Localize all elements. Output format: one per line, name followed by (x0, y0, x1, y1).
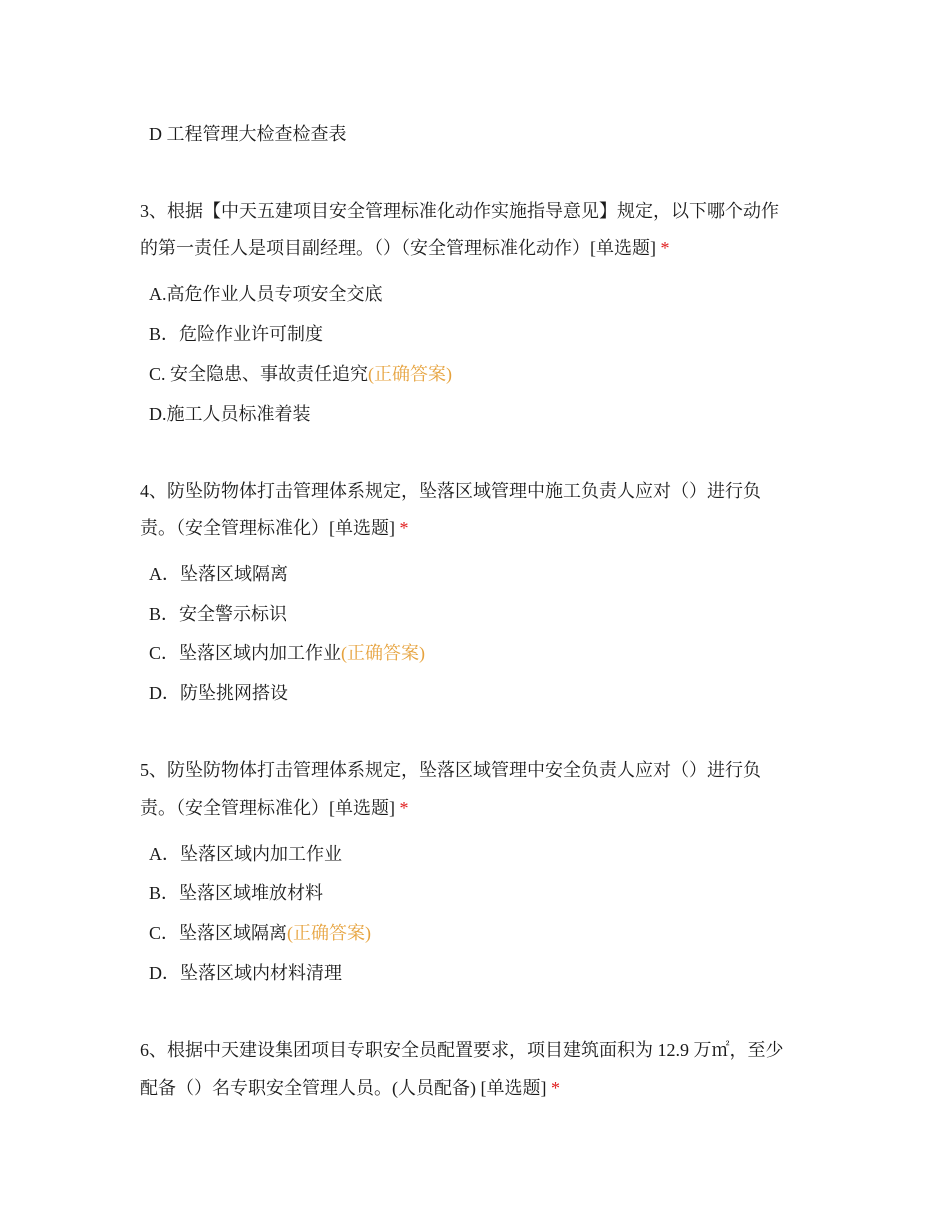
option-item (149, 122, 347, 146)
correct-answer-marker: (正确答案) (341, 643, 426, 663)
option-item (149, 961, 342, 985)
option-text: B．安全警示标识 (149, 604, 288, 624)
question-text: 4、防坠防物体打击管理体系规定，坠落区域管理中施工负责人应对（）进行负 (140, 481, 761, 501)
question-text: 责。（安全管理标准化）[单选题] * (140, 798, 409, 818)
required-marker: * (550, 1078, 560, 1098)
question-text: 责。（安全管理标准化）[单选题] * (140, 518, 409, 538)
option-text: D 工程管理大检查检查表 (149, 124, 347, 144)
option-item (149, 641, 425, 665)
question-text: 5、防坠防物体打击管理体系规定，坠落区域管理中安全负责人应对（）进行负 (140, 760, 761, 780)
question-text: 配备（）名专职安全管理人员。(人员配备) [单选题] * (140, 1078, 560, 1098)
option-text: A.高危作业人员专项安全交底 (149, 284, 383, 304)
option-item (149, 402, 311, 426)
option-text: A．坠落区域隔离 (149, 564, 288, 584)
required-marker: * (660, 238, 670, 258)
option-item (149, 322, 323, 346)
option-item (149, 362, 452, 386)
option-text: C. 安全隐患、事故责任追究 (149, 364, 369, 384)
correct-answer-marker: (正确答案) (287, 923, 372, 943)
option-text: A．坠落区域内加工作业 (149, 844, 342, 864)
option-text: D.施工人员标准着装 (149, 404, 311, 424)
question-text: 的第一责任人是项目副经理。（）（安全管理标准化动作）[单选题] * (140, 238, 670, 258)
option-item (149, 681, 288, 705)
option-item (149, 602, 287, 626)
option-text: C．坠落区域隔离 (149, 923, 288, 943)
question-text: 3、根据【中天五建项目安全管理标准化动作实施指导意见】规定，以下哪个动作 (140, 201, 779, 221)
option-text: D．坠落区域内材料清理 (149, 963, 342, 983)
option-text: B．坠落区域堆放材料 (149, 883, 324, 903)
option-item (149, 921, 371, 945)
option-text: C．坠落区域内加工作业 (149, 643, 342, 663)
correct-answer-marker: (正确答案) (368, 364, 453, 384)
option-item (149, 842, 342, 866)
question-text: 6、根据中天建设集团项目专职安全员配置要求，项目建筑面积为 12.9 万㎡，至少 (140, 1040, 784, 1060)
required-marker: * (399, 518, 409, 538)
required-marker: * (399, 798, 409, 818)
option-text: D．防坠挑网搭设 (149, 683, 288, 703)
option-item (149, 562, 288, 586)
option-item (149, 282, 383, 306)
option-item (149, 881, 323, 905)
option-text: B．危险作业许可制度 (149, 324, 324, 344)
